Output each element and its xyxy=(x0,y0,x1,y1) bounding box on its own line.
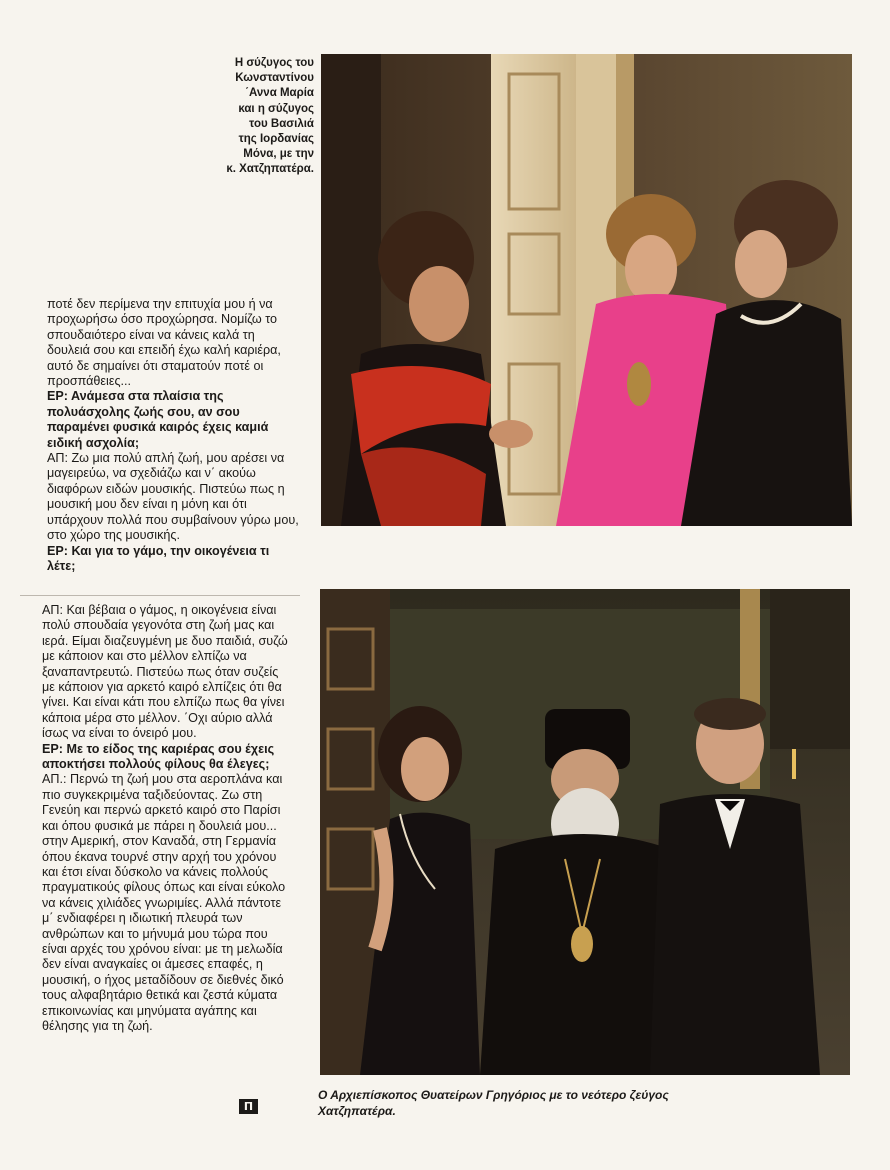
caption-line: και η σύζυγος xyxy=(238,102,314,115)
caption-line: κ. Χατζηπατέρα. xyxy=(226,163,314,176)
caption-line: Η σύζυγος του xyxy=(234,57,314,69)
interview-answer: ΑΠ: Ζω μια πολύ απλή ζωή, μου αρέσει να μαγειρεύω, να σχεδιάζω και ν΄ ακούω διαφόρων ειδών μουσικής. Πιστεύω πως η μουσική μου δεν είναι η μόνη και ότι υπάρχουν πολλά που συμβαίνουν γύρω μου, στο χώρο της μουσικής. xyxy=(47,451,299,543)
photo-three-women xyxy=(321,54,852,526)
interview-question: ΕΡ: Με το είδος της καριέρας σου έχεις αποκτήσει πολλούς φίλους θα έλεγες; xyxy=(42,741,275,772)
article-column-1 xyxy=(47,297,301,574)
article-column-2 xyxy=(42,603,294,1034)
caption-line: ΄Αννα Μαρία xyxy=(245,87,314,100)
photo-caption-bottom: Ο Αρχιεπίσκοπος Θυατείρων Γρηγόριος με το νεότερο ζεύγος Χατζηπατέρα. xyxy=(318,1088,669,1118)
interview-question: ΕΡ: Και για το γάμο, την οικογένεια τι λέτε; xyxy=(47,543,270,573)
photo-archbishop-couple xyxy=(320,589,850,1075)
caption-line: του Βασιλιά xyxy=(249,117,314,130)
column-divider xyxy=(20,595,300,596)
caption-line: Κωνσταντίνου xyxy=(235,72,314,85)
magazine-logo-badge: Π xyxy=(239,1099,258,1114)
caption-line: της Ιορδανίας xyxy=(238,133,314,146)
interview-answer: ΑΠ: Και βέβαια ο γάμος, η οικογένεια είναι πολύ σπουδαία γεγονότα στη ζωή μας και ιερά. Είμαι διαζευγμένη με δυο παιδιά, συζώ με κάποιον και στο μέλλον ελπίζω να ξαναπαντρευτώ. Πιστεύω πως όταν συζείς με κάποιον για αρκετό καιρό ελπίζεις ότι θα γίνει. Και είναι κάτι που ελπίζω πως θα γίνει κάποια μέρα στο μέλλον. ΄Οχι αύριο αλλά ίσως να είναι το όνειρό μου. xyxy=(42,603,288,741)
photo-caption-top xyxy=(210,56,314,178)
article-paragraph: ποτέ δεν περίμενα την επιτυχία μου ή να προχωρήσω όσο προχώρησα. Νομίζω το σπουδαιότερο είναι να κάνεις καλά τη δουλειά σου και επειδή έχω καλή καριέρα, αυτό δε σημαίνει ότι σταματούν ποτέ οι προσπάθειες... xyxy=(47,297,281,389)
interview-answer: ΑΠ.: Περνώ τη ζωή μου στα αεροπλάνα και πιο συγκεκριμένα ταξιδεύοντας. Ζω στη Γενεύη και περνώ αρκετό καιρό στο Παρίσι και όπου φυσικά με πάρει η δουλειά μου... στην Αμερική, στον Καναδά, στη Γερμανία όπου έκανα τουρνέ στην αρχή του χρόνου και έτσι είναι δύσκολο να κάνεις πολλούς πραγματικούς φίλους όπως και είναι εύκολο να κάνεις χιλιάδες γνωριμίες. Αλλά πάντοτε μ΄ ενδιαφέρει η ιδιωτική πλευρά των ανθρώπων και το μήνυμά μου τώρα που είναι αρχές του χρόνου είναι: με τη μελωδία δεν είναι αναγκαίες οι άμεσες επαφές, η μουσική, ο ήχος μεταδίδουν σε διεθνές δικό τους αλφαβητάριο θετικά και ζεστά κύματα επικοινωνίας και μηνύματα αγάπης και θέλησης για τη ζωή. xyxy=(42,772,286,1033)
caption-line: Μόνα, με την xyxy=(243,148,314,161)
interview-question: ΕΡ: Ανάμεσα στα πλαίσια της πολυάσχολης ζωής σου, αν σου παραμένει φυσικά καιρός έχεις καμιά ειδική ασχολία; xyxy=(47,389,269,450)
